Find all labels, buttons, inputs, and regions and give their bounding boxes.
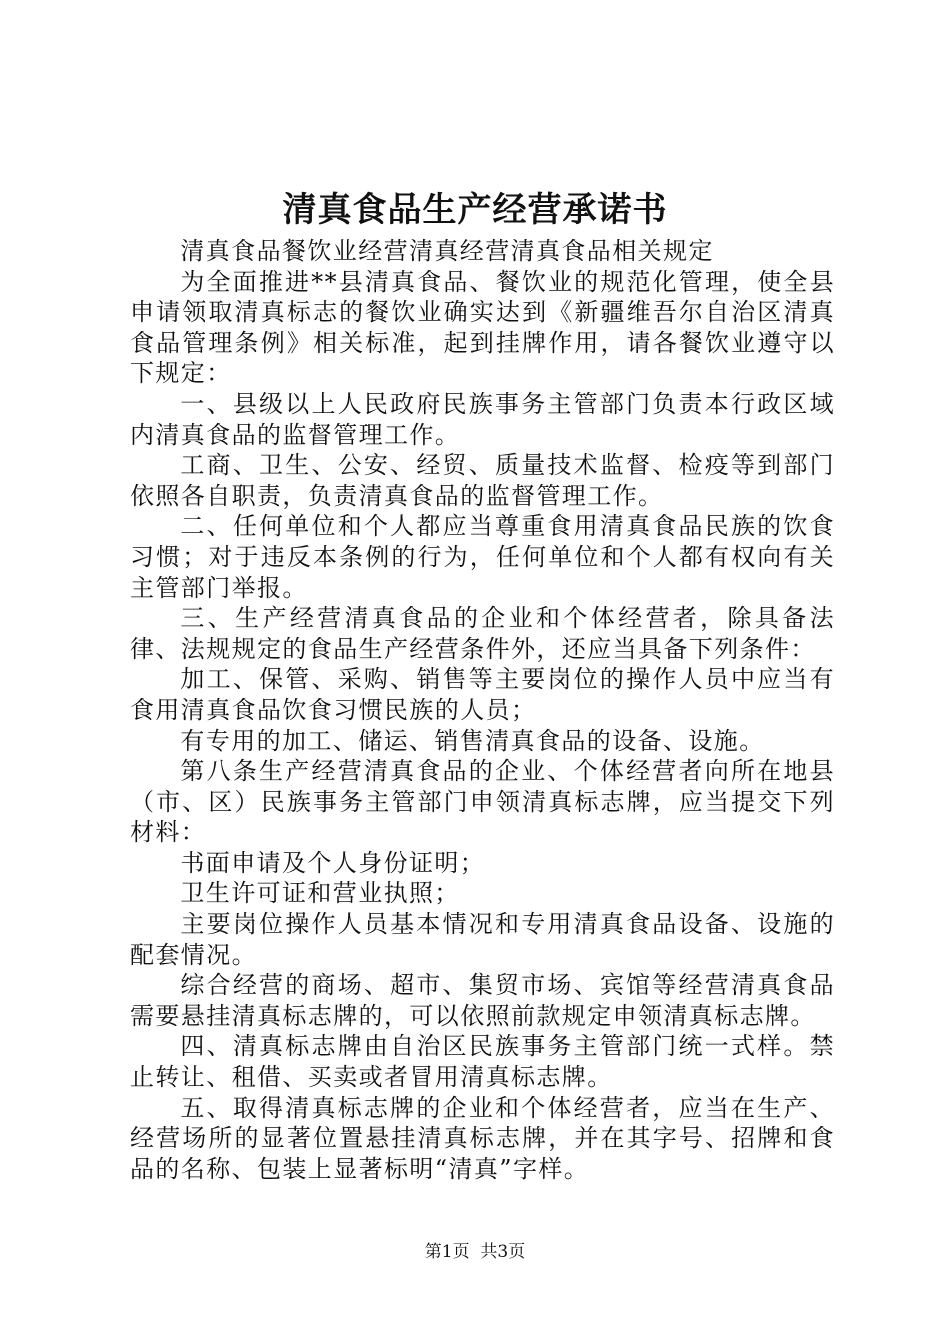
paragraph: 二、任何单位和个人都应当尊重食用清真食品民族的饮食习惯；对于违反本条例的行为，任何单位和个人都有权向有关主管部门举报。 — [130, 512, 835, 602]
paragraph: 为全面推进**县清真食品、餐饮业的规范化管理，使全县申请领取清真标志的餐饮业确实达到《新疆维吾尔自治区清真食品管理条例》相关标准，起到挂牌作用，请各餐饮业遵守以下规定： — [130, 267, 835, 388]
paragraph: 一、县级以上人民政府民族事务主管部门负责本行政区域内清真食品的监督管理工作。 — [130, 389, 835, 449]
paragraph: 加工、保管、采购、销售等主要岗位的操作人员中应当有食用清真食品饮食习惯民族的人员； — [130, 665, 835, 724]
paragraph: 五、取得清真标志牌的企业和个体经营者，应当在生产、经营场所的显著位置悬挂清真标志牌，并在其字号、招牌和食品的名称、包装上显著标明“清真”字样。 — [130, 1093, 835, 1183]
document-body — [130, 236, 835, 1184]
paragraph: 四、清真标志牌由自治区民族事务主管部门统一式样。禁止转让、租借、买卖或者冒用清真标志牌。 — [130, 1032, 835, 1092]
paragraph: 有专用的加工、储运、销售清真食品的设备、设施。 — [180, 726, 765, 755]
paragraph: 主要岗位操作人员基本情况和专用清真食品设备、设施的配套情况。 — [130, 910, 835, 969]
paragraph: 工商、卫生、公安、经贸、质量技术监督、检疫等到部门依照各自职责，负责清真食品的监督管理工作。 — [130, 451, 835, 510]
paragraph: 卫生许可证和营业执照； — [180, 879, 460, 908]
page-total: 共3页 — [480, 1242, 526, 1262]
footer-spacer — [470, 1242, 481, 1262]
page-footer — [0, 1240, 950, 1264]
paragraph: 书面申请及个人身份证明； — [180, 848, 486, 877]
paragraph: 综合经营的商场、超市、集贸市场、宾馆等经营清真食品需要悬挂清真标志牌的，可以依照前款规定申领清真标志牌。 — [130, 971, 835, 1030]
document-title: 清真食品生产经营承诺书 — [282, 190, 668, 230]
page-number: 第1页 — [424, 1242, 470, 1262]
paragraph: 三、生产经营清真食品的企业和个体经营者，除具备法律、法规规定的食品生产经营条件外，还应当具备下列条件： — [130, 604, 835, 663]
paragraph: 清真食品餐饮业经营清真经营清真食品相关规定 — [180, 237, 714, 265]
paragraph: 第八条生产经营清真食品的企业、个体经营者向所在地县（市、区）民族事务主管部门申领清真标志牌，应当提交下列材料： — [130, 757, 835, 847]
